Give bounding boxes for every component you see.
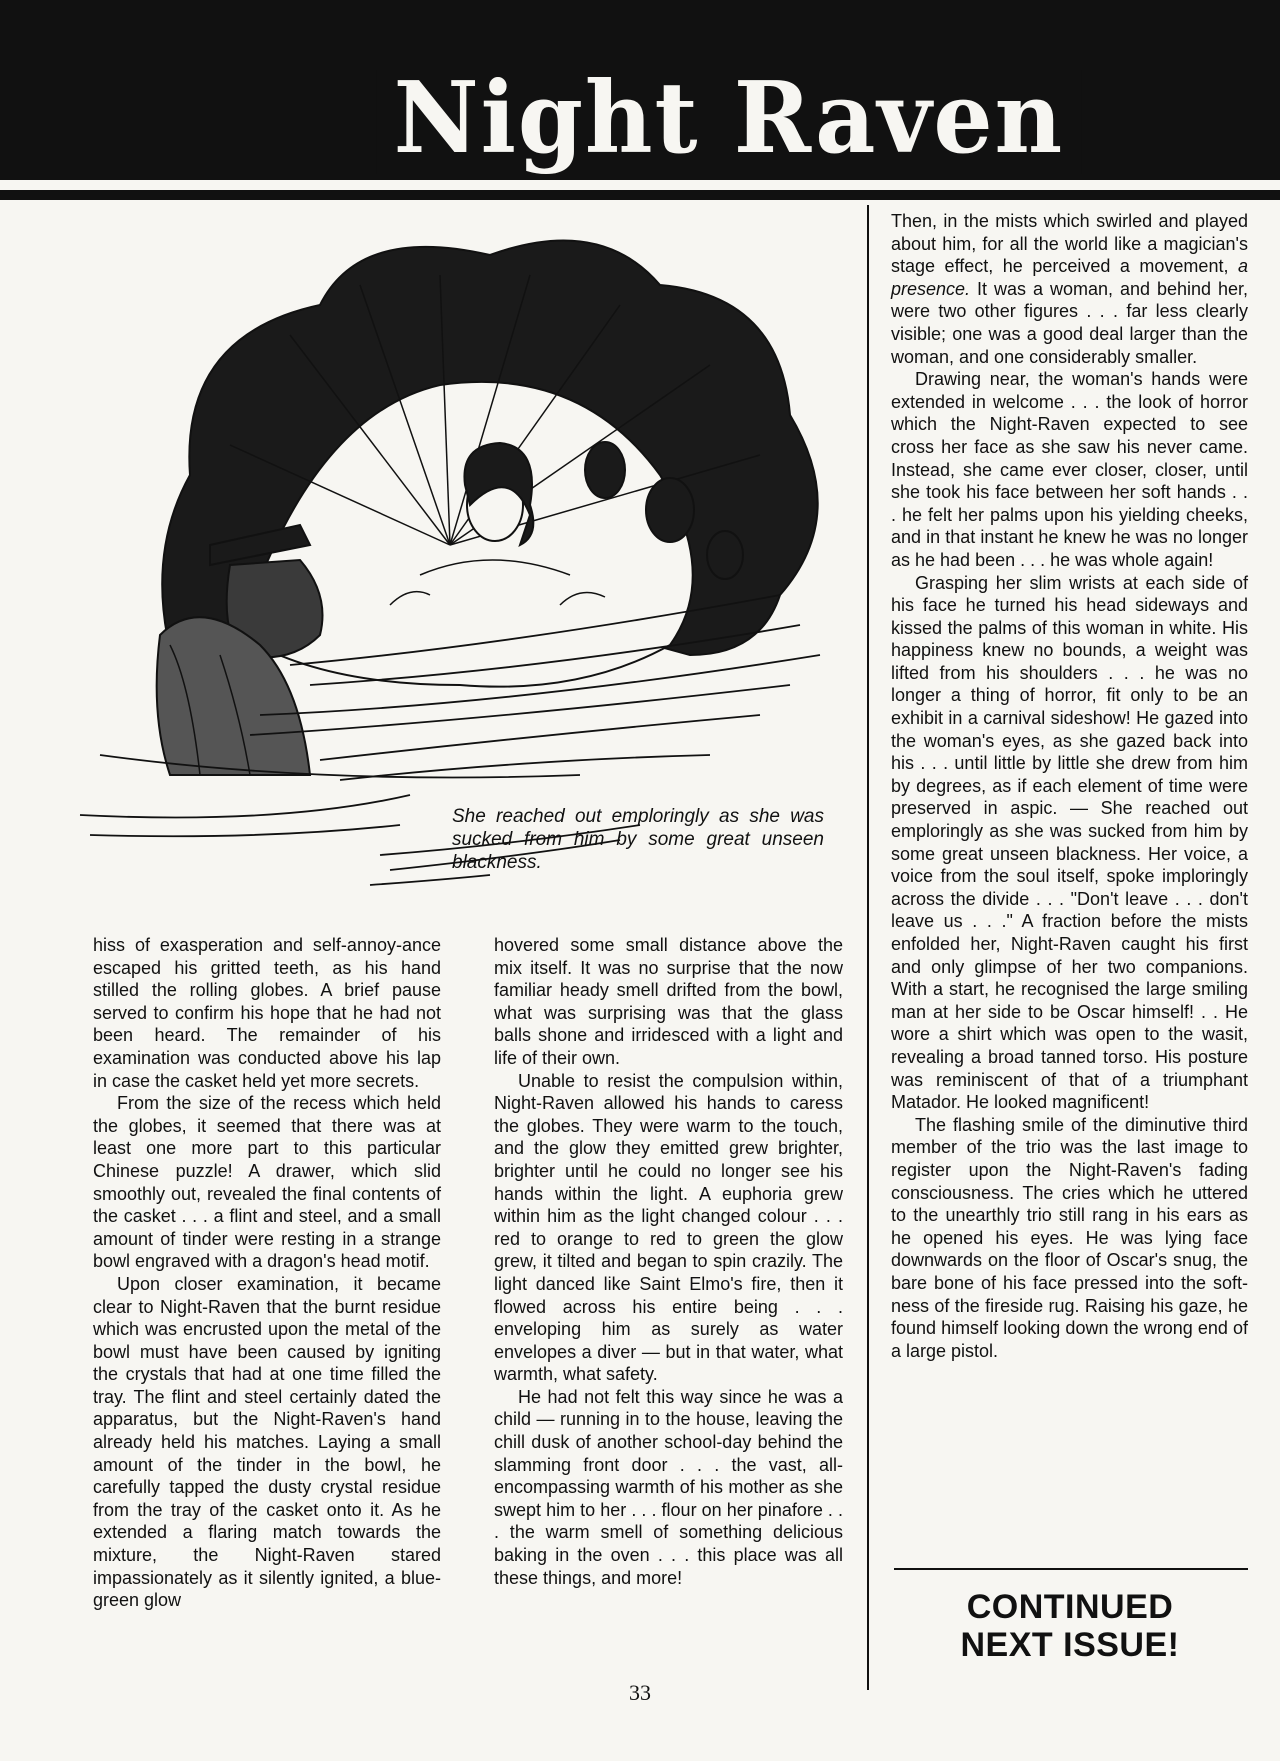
continued-line: CONTINUED (966, 1588, 1174, 1626)
header-banner (0, 0, 1280, 200)
companion-shape (646, 478, 694, 542)
paragraph (891, 210, 1248, 368)
text-run: Then, in the mists which swirled and played about him, for all the world like a magician's stage effect, he perceived a movement, (891, 211, 1248, 277)
text-run: It was a woman, and behind her, were two other figures . . . far less clearly visible; one was a good deal larger than the woman, and one considerably smaller. (891, 278, 1248, 367)
column-divider (867, 205, 869, 1690)
continued-line: NEXT ISSUE! (960, 1626, 1180, 1664)
page-number: 33 (629, 1680, 651, 1705)
paragraph: Grasping her slim wrists at each side of his face he turned his head sideways and kissed the palms of this woman in white. His happiness knew no bounds, a weight was lifted from his shoulders . . . he was no longer a thing of horror, fit only to be an exhibit in a carnival sideshow! He gazed into the woman's eyes, as she gazed back into his . . . until little by little she drew from him by degrees, as if each element of time were preserved in aspic. — She reached out emploringly as she was sucked from him by some great unseen blackness. Her voice, a voice from the soul itself, spoke imploringly across the divide . . . "Don't leave . . . don't leave us . . ." A fraction before the mists enfolded her, Night-Raven caught his first and only glimpse of her two companions. With a start, he recognised the large smiling man at her side to be Oscar himself! . . He wore a shirt which was open to the wasit, revealing a broad tanned torso. His posture was reminiscent of that of a triumphant Matador. He looked magnificent! (891, 572, 1248, 1113)
continued-notice (900, 1588, 1240, 1664)
text-column-middle (494, 934, 843, 1589)
paragraph: From the size of the recess which held the globes, it seemed that there was at least one more part to this particular Chinese puzzle! A drawer, which slid smoothly out, revealed the final contents of the casket . . . a flint and steel, and a small amount of tinder were resting in a strange bowl engraved with a dragon's head motif. (93, 1093, 441, 1272)
paragraph: He had not felt this way since he was a child — running in to the house, leaving the chill dusk of another school-day behind the slamming front door . . . the vast, all-encompassing warmth of his mother as she swept him to her . . . flour on her pinafore . . . the warm smell of something delicious baking in the oven . . . this place was all these things, and more! (494, 1386, 843, 1588)
companion-shape (585, 442, 625, 498)
paragraph: Drawing near, the woman's hands were extended in welcome . . . the look of horror which the Night-Raven expected to see cross her face as she saw his never came. Instead, she came ever closer, closer, until she took his face between her soft hands . . . he felt her palms upon his yielding cheeks, and in that instant he knew he was no longer as he had been . . . he was whole again! (891, 369, 1248, 570)
continued-rule (894, 1568, 1248, 1570)
companion-shape (707, 531, 743, 579)
banner-stripe (0, 180, 1280, 190)
paragraph: Upon closer examination, it became clear to Night-Raven that the burnt residue which was encrusted upon the metal of the bowl must have been caused by igniting the crystals that had at one time filled the tray. The flint and steel certainly dated the apparatus, but the Night-Raven's hand already held his matches. Laying a small amount of the tinder in the bowl, he carefully tapped the dusty crystal residue from the tray of the casket onto it. As he extended a flaring match towards the mixture, the Night-Raven stared impassionately as it silently ignited, a blue-green glow (93, 1273, 441, 1611)
emphasis: a presence. (891, 256, 1248, 299)
illustration-caption: She reached out emploringly as she was sucked from him by some great unseen blackness. (452, 806, 824, 873)
page-title: Night Raven (377, 70, 1082, 174)
text-column-left (93, 934, 441, 1612)
paragraph: hovered some small distance above the mix itself. It was no surprise that the now familiar heady smell drifted from the bowl, what was surprising was that the glass balls shone and irridesced with a light and life of their own. (494, 935, 843, 1068)
paragraph: The flashing smile of the diminutive third member of the trio was the last image to register upon the Night-Raven's fading consciousness. The cries which he uttered to the unearthly trio still rang in his ears as he opened his eyes. He was lying face downwards on the floor of Oscar's snug, the bare bone of his face pressed into the soft-ness of the fireside rug. Raising his gaze, he found himself looking down the wrong end of a large pistol. (891, 1114, 1248, 1361)
text-column-right (891, 210, 1248, 1362)
paragraph: hiss of exasperation and self-annoy-ance escaped his gritted teeth, as his hand stilled the rolling globes. A brief pause served to confirm his hope that he had not been heard. The remainder of his examination was conducted above his lap in case the casket held yet more secrets. (93, 935, 441, 1091)
paragraph: Unable to resist the compulsion within, Night-Raven allowed his hands to caress the globes. They were warm to the touch, and the glow they emitted grew brighter, brighter until he could no longer see his hands within the light. A euphoria grew within him as the light changed colour . . . red to orange to red to green the glow grew, it tilted and began to spin crazily. The light danced like Saint Elmo's fire, then it flowed across his entire being . . . enveloping him as surely as water envelopes a diver — but in that water, what warmth, what safety. (494, 1070, 843, 1385)
